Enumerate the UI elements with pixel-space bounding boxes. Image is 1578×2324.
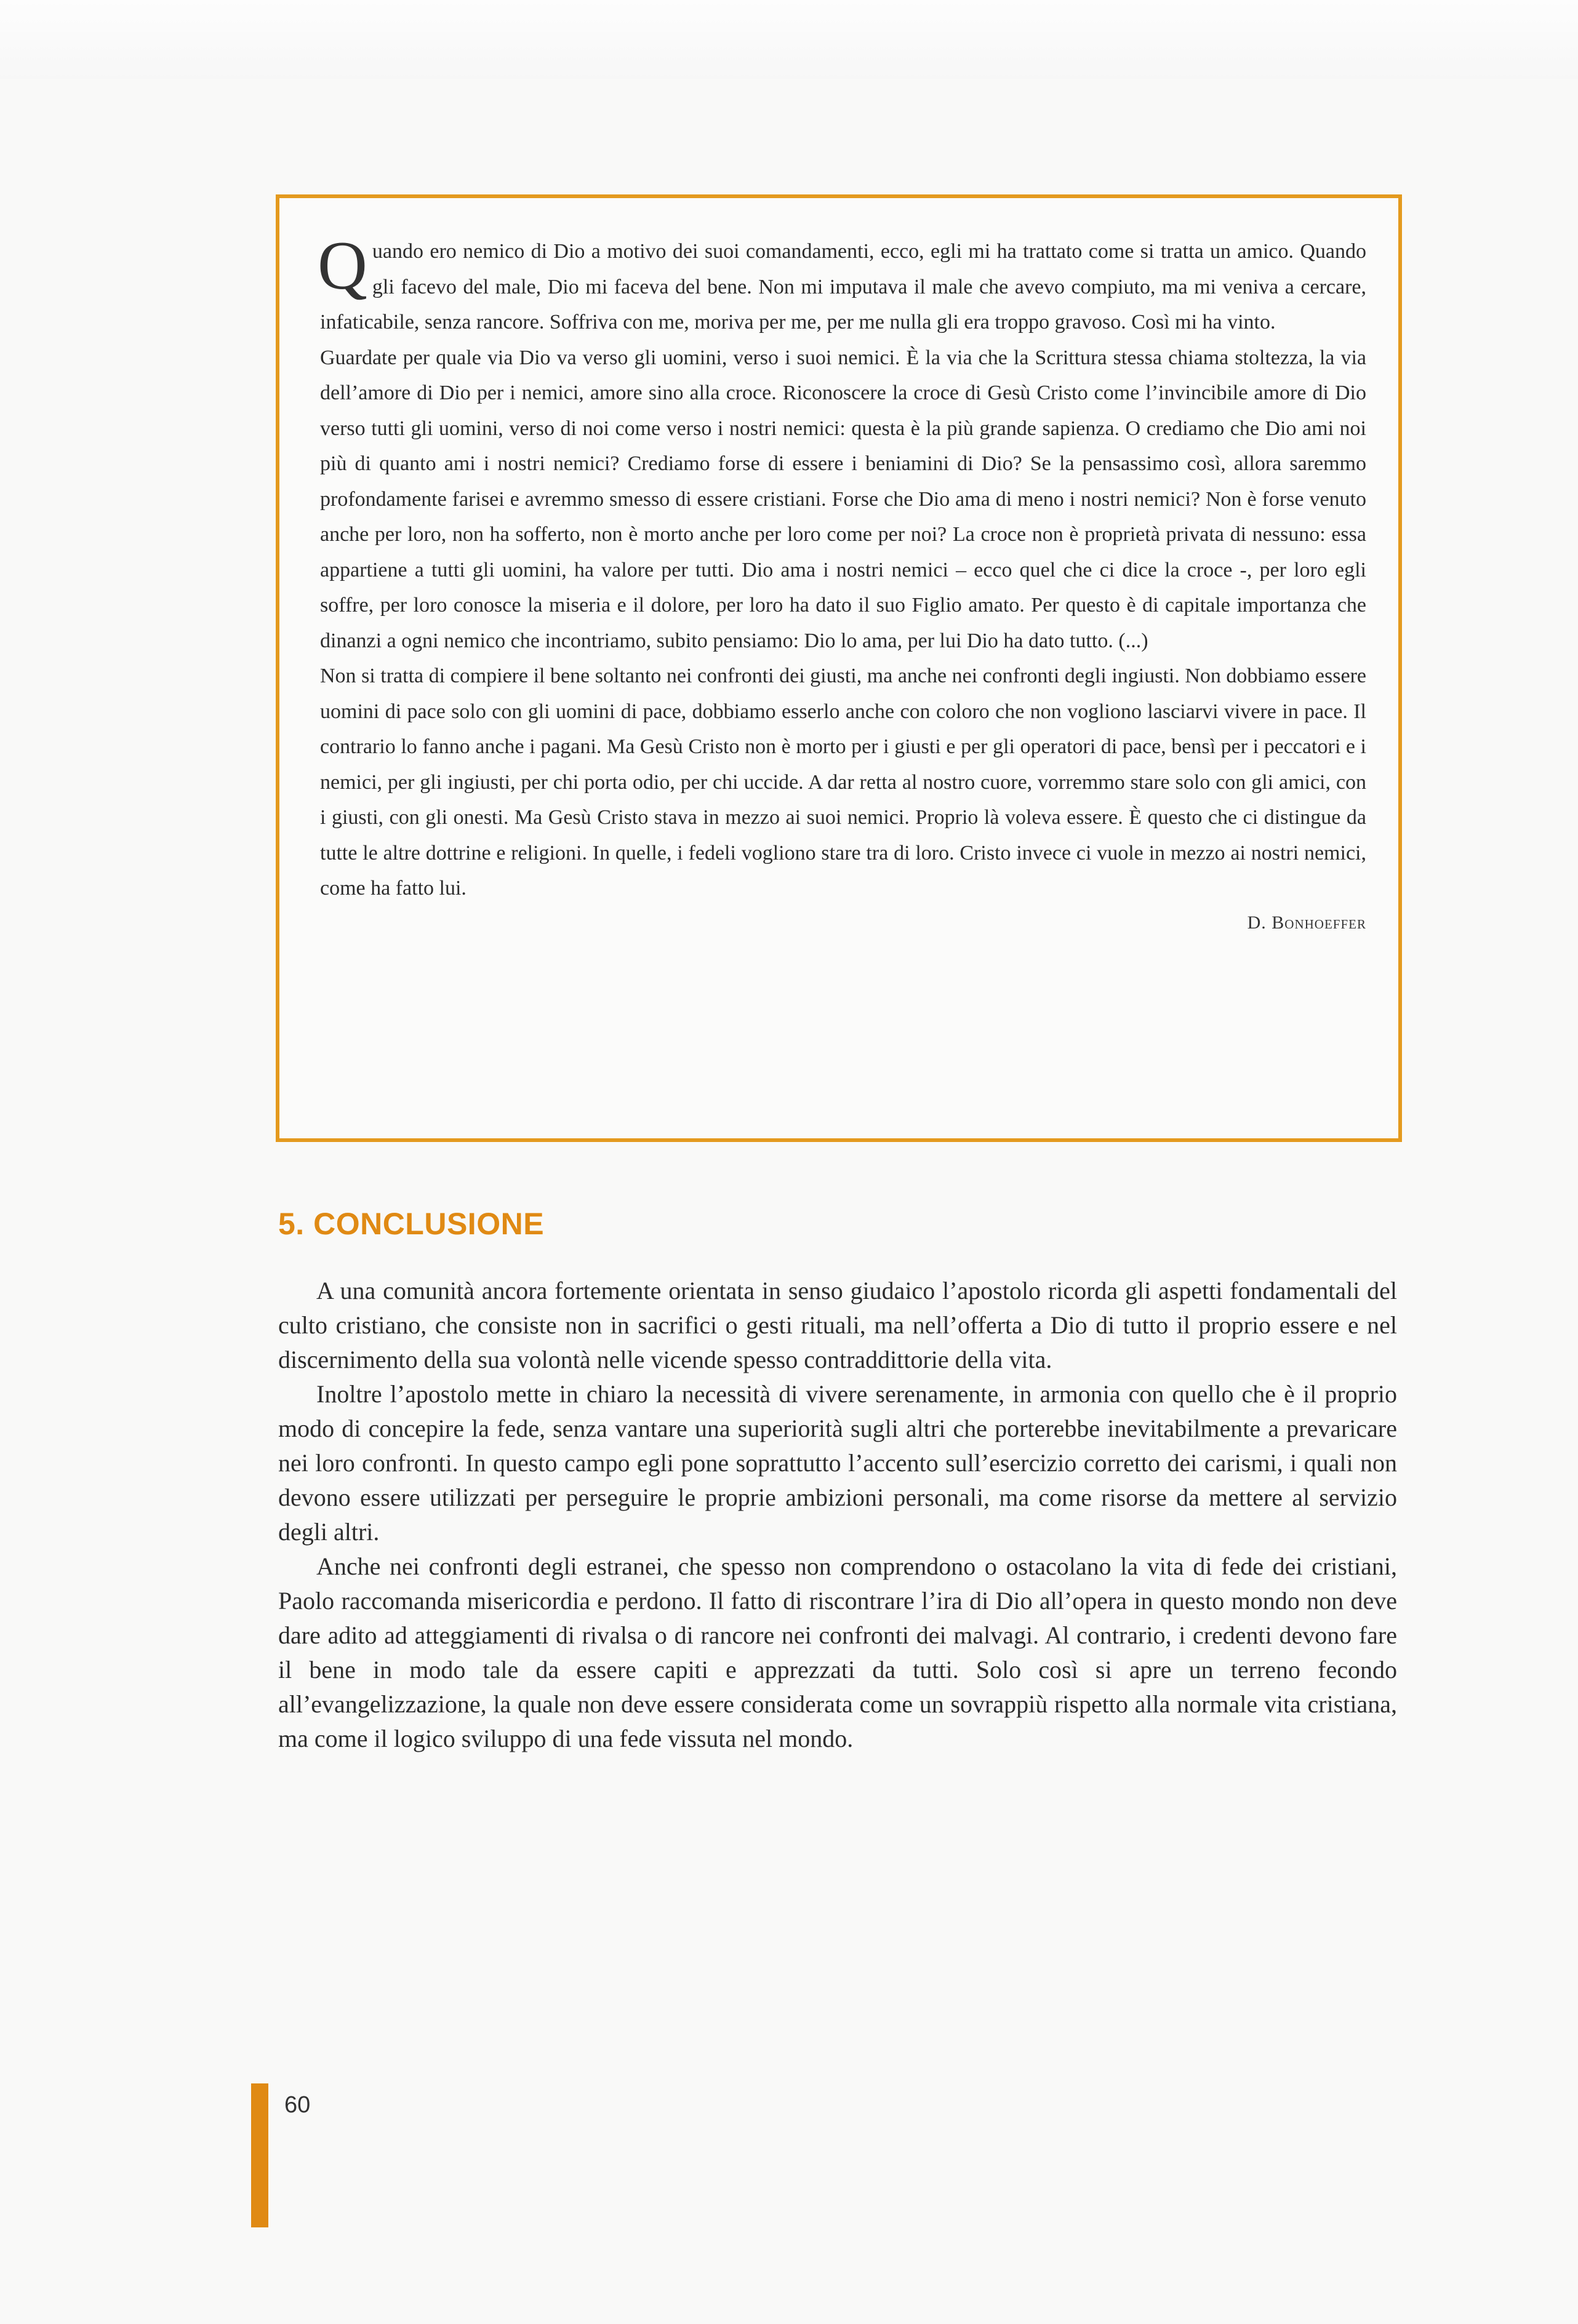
dropcap: Q — [318, 228, 367, 304]
quote-paragraph-1-text: uando ero nemico di Dio a motivo dei suoi comandamenti, ecco, egli mi ha trattato come si tratta un amico. Quando gli facevo del male, Dio mi faceva del bene. Non mi imputava il male che avevo compiuto, ma mi veniva a cercare, infaticabile, senza rancore. Soffriva con me, moriva per me, per me nulla gli era troppo gravoso. Così mi ha vinto. — [320, 240, 1366, 333]
page-number-bar — [251, 2083, 268, 2227]
scan-top-margin — [0, 0, 1578, 81]
author-initial: D. — [1247, 912, 1272, 933]
quote-box — [276, 194, 1402, 1142]
body-paragraph-2: Inoltre l’apostolo mette in chiaro la necessità di vivere serenamente, in armonia con quello che è il proprio modo di concepire la fede, senza vantare una superiorità sugli altri che porterebbe inevitabilmente a prevaricare nei loro confronti. In questo campo egli pone soprattutto l’accento sull’esercizio corretto dei carismi, i quali non devono essere utilizzati per perseguire le proprie ambizioni personali, ma come risorse da mettere al servizio degli altri. — [278, 1380, 1397, 1546]
quote-author — [320, 912, 1366, 933]
body-paragraph-3: Anche nei confronti degli estranei, che spesso non comprendono o ostacolano la vita di fede dei cristiani, Paolo raccomanda misericordia e perdono. Il fatto di riscontrare l’ira di Dio all’opera in questo mondo non deve dare adito ad atteggiamenti di rivalsa o di rancore nei confronti dei malvagi. Al contrario, i credenti devono fare il bene in modo tale da essere capiti e apprezzati da tutti. Solo così si apre un terreno fecondo all’evangelizzazione, la quale non deve essere considerata come un sovrappiù rispetto alla normale vita cristiana, ma come il logico sviluppo di una fede vissuta nel mondo. — [278, 1552, 1397, 1752]
page-number: 60 — [284, 2092, 311, 2118]
quote-text — [318, 228, 1366, 906]
section-title: 5. CONCLUSIONE — [278, 1207, 545, 1241]
quote-paragraph-1 — [318, 228, 1366, 340]
author-name: Bonhoeffer — [1272, 912, 1366, 933]
quote-paragraph-3: Non si tratta di compiere il bene soltanto nei confronti dei giusti, ma anche nei confronti degli ingiusti. Non dobbiamo essere uomini di pace solo con gli uomini di pace, dobbiamo esserlo anche con coloro che non vogliono lasciarvi vivere in pace. Il contrario lo fanno anche i pagani. Ma Gesù Cristo non è morto per i giusti e per gli operatori di pace, bensì per i peccatori e i nemici, per gli ingiusti, per chi porta odio, per chi uccide. A dar retta al nostro cuore, vorremmo stare solo con gli amici, con i giusti, con gli onesti. Ma Gesù Cristo stava in mezzo ai suoi nemici. Proprio là voleva essere. È questo che ci distingue da tutte le altre dottrine e religioni. In quelle, i fedeli vogliono stare tra di loro. Cristo invece ci vuole in mezzo ai nostri nemici, come ha fatto lui. — [320, 665, 1366, 900]
body-paragraph-1: A una comunità ancora fortemente orientata in senso giudaico l’apostolo ricorda gli aspetti fondamentali del culto cristiano, che consiste non in sacrifici o gesti rituali, ma nell’offerta a Dio di tutto il proprio essere e nel discernimento della sua volontà nelle vicende spesso contraddittorie della vita. — [278, 1277, 1397, 1373]
section-body — [278, 1274, 1397, 1756]
quote-paragraph-2: Guardate per quale via Dio va verso gli uomini, verso i suoi nemici. È la via che la Scrittura stessa chiama stoltezza, la via dell’amore di Dio per i nemici, amore sino alla croce. Riconoscere la croce di Gesù Cristo come l’invincibile amore di Dio verso tutti gli uomini, verso di noi come verso i nostri nemici: questa è la più grande sapienza. O crediamo che Dio ami noi più di quanto ami i nostri nemici? Crediamo forse di essere i beniamini di Dio? Se la pensassimo così, allora saremmo profondamente farisei e avremmo smesso di essere cristiani. Forse che Dio ama di meno i nostri nemici? Non è forse venuto anche per loro, non ha sofferto, non è morto anche per loro come per noi? La croce non è proprietà privata di nessuno: essa appartiene a tutti gli uomini, ha valore per tutti. Dio ama i nostri nemici – ecco quel che ci dice la croce -, per loro egli soffre, per loro conosce la miseria e il dolore, per loro ha dato il suo Figlio amato. Per questo è di capitale importanza che dinanzi a ogni nemico che incontriamo, subito pensiamo: Dio lo ama, per lui Dio ha dato tutto. (...) — [320, 346, 1366, 652]
